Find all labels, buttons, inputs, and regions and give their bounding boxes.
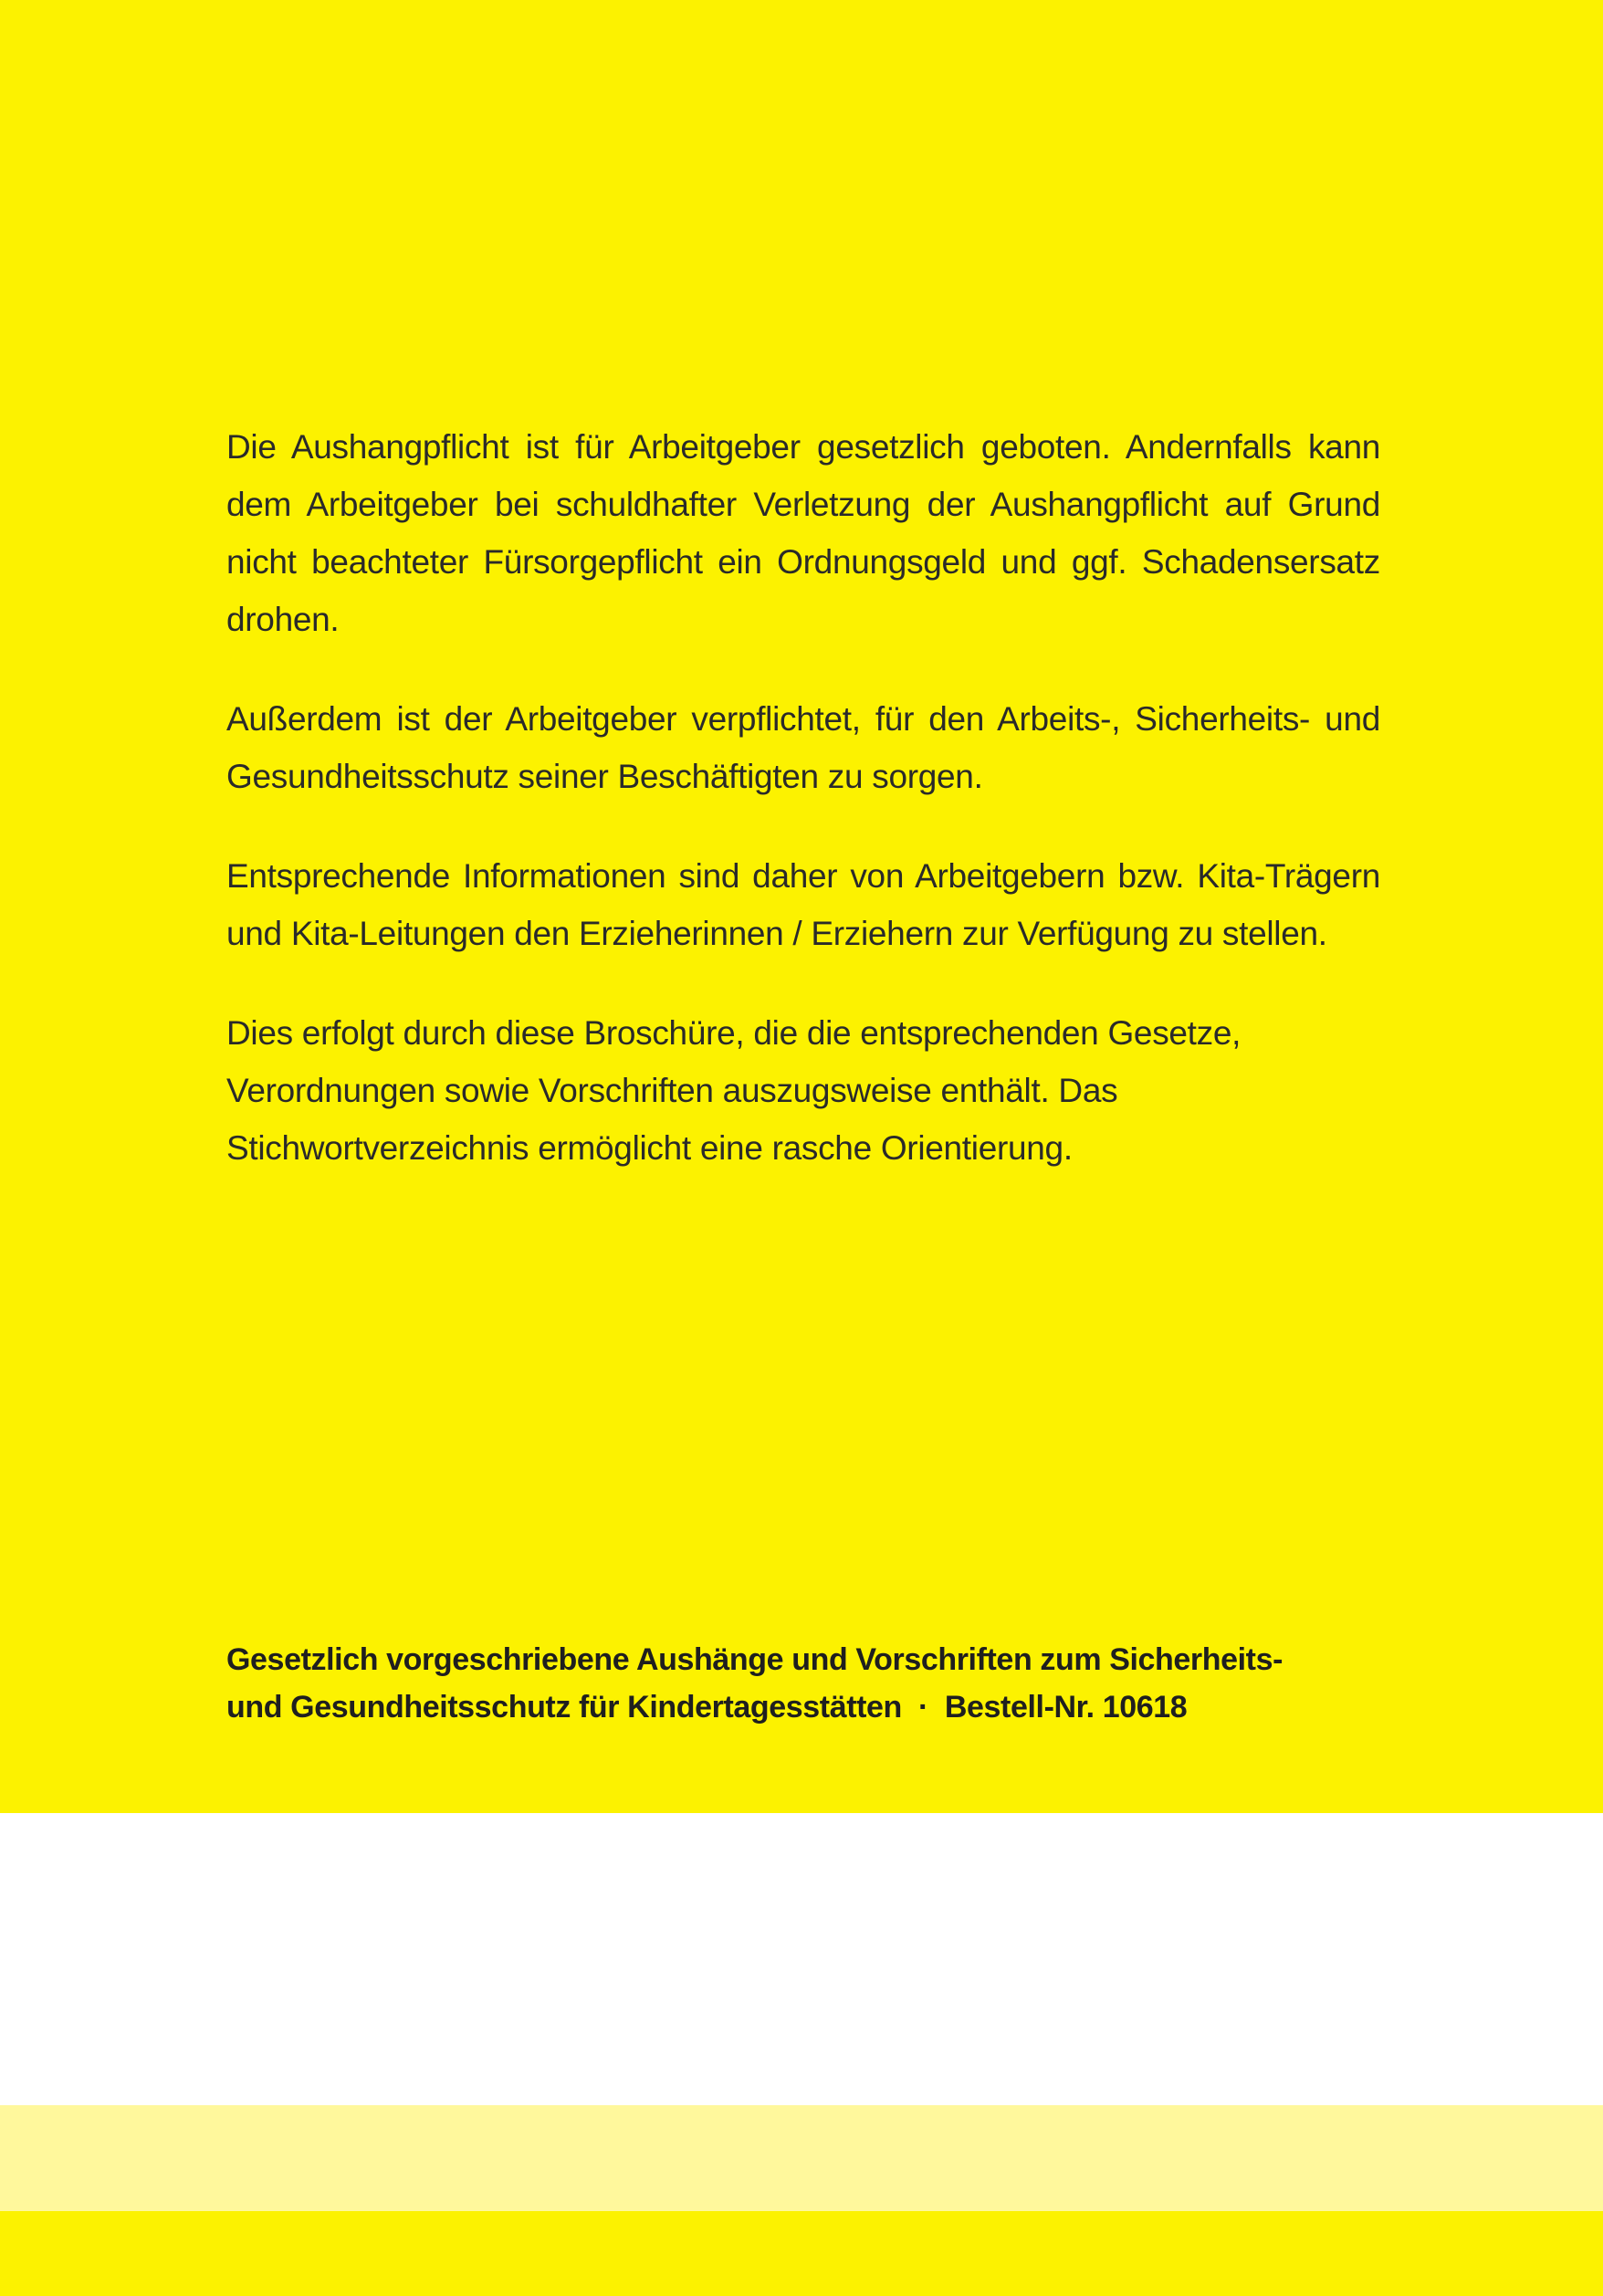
light-yellow-band [0, 2105, 1603, 2211]
body-text [226, 418, 1380, 1219]
paragraph-arbeitsschutz: Außerdem ist der Arbeitgeber verpflichtet, für den Arbeits-, Sicherheits- und Gesundheitsschutz seiner Beschäftigten zu sorgen. [226, 700, 1380, 795]
publication-title-line-1: Gesetzlich vorgeschriebene Aushänge und Vorschriften zum Sicherheits- [226, 1642, 1283, 1677]
publication-title-subject: und Gesundheitsschutz für Kindertagesstätten [226, 1690, 902, 1725]
publication-title [226, 1636, 1380, 1731]
publication-title-line-2 [226, 1683, 1380, 1731]
paragraph-broschuere: Dies erfolgt durch diese Broschüre, die die entsprechenden Gesetze, Verordnungen sowie Vorschriften auszugsweise enthält. Das Stichwortverzeichnis ermöglicht eine rasche Orientierung. [226, 1014, 1242, 1167]
paragraph-informationen: Entsprechende Informationen sind daher von Arbeitgebern bzw. Kita-Trägern und Kita-Leitungen den Erzieherinnen / Erziehern zur Verfügung zu stellen. [226, 857, 1380, 952]
white-band [0, 1813, 1603, 2105]
bottom-yellow-strip [0, 2211, 1603, 2296]
paragraph-aushangpflicht: Die Aushangpflicht ist für Arbeitgeber gesetzlich geboten. Andernfalls kann dem Arbeitgeber bei schuldhafter Verletzung der Aushangpflicht auf Grund nicht beachteter Fürsorgepflicht ein Ordnungsgeld und ggf. Schadensersatz drohen. [226, 428, 1380, 638]
separator-dot: · [917, 1690, 928, 1725]
order-number: Bestell-Nr. 10618 [944, 1690, 1188, 1725]
